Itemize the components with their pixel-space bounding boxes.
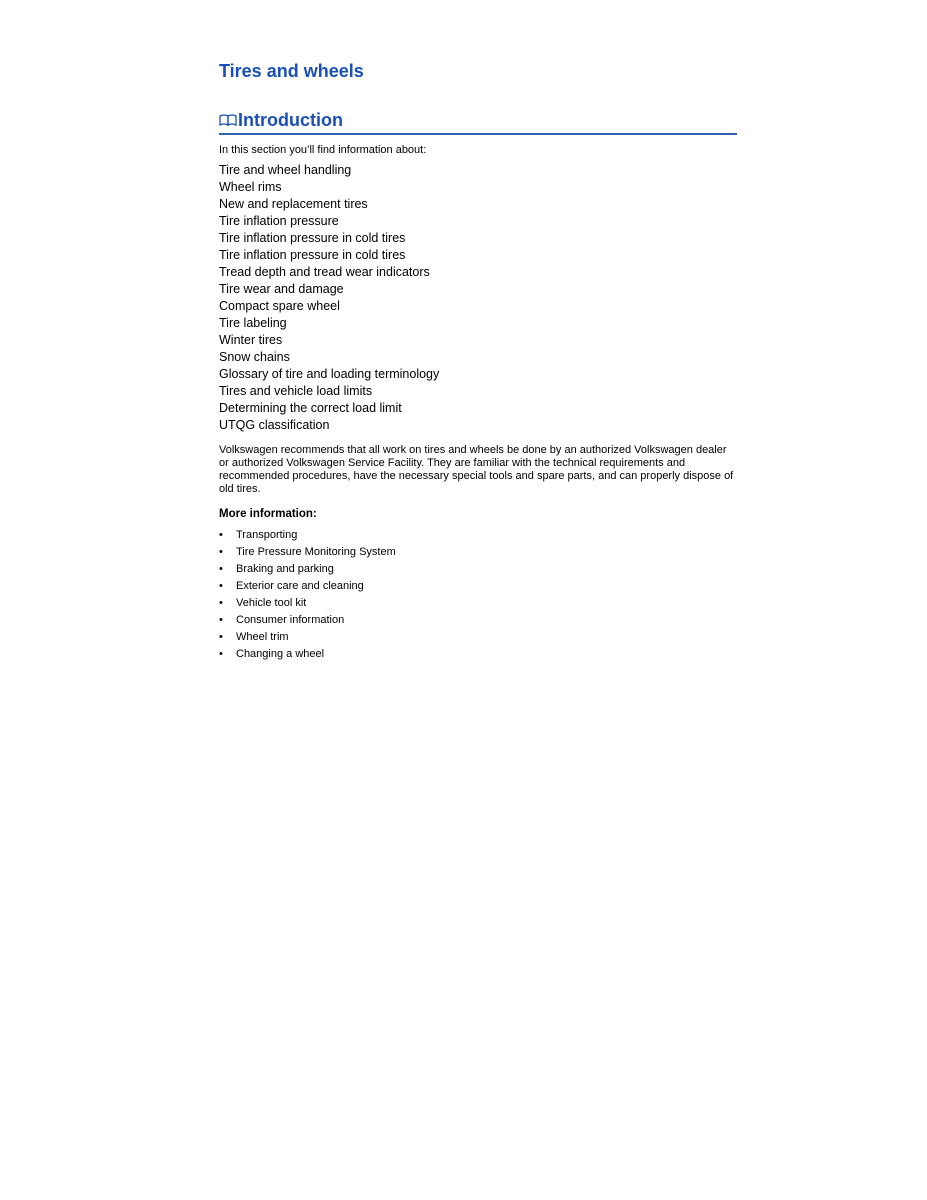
topic-item[interactable]: Tires and vehicle load limits <box>219 384 373 398</box>
topic-item[interactable]: Tire and wheel handling <box>219 163 352 177</box>
more-info-link[interactable]: Tire Pressure Monitoring System <box>236 546 396 558</box>
topic-list <box>219 162 737 434</box>
topic-item[interactable]: Tire inflation pressure in cold tires <box>219 231 406 245</box>
topic-item[interactable]: Tire labeling <box>219 316 287 330</box>
more-info-link[interactable]: Consumer information <box>236 614 345 626</box>
section-title: Introduction <box>238 110 343 130</box>
topic-item[interactable]: Determining the correct load limit <box>219 401 402 415</box>
bullet-icon: • <box>219 631 223 643</box>
bullet-icon: • <box>219 580 223 592</box>
more-info-link[interactable]: Braking and parking <box>236 563 334 575</box>
section-heading <box>219 108 737 135</box>
more-info-link[interactable]: Changing a wheel <box>236 648 325 660</box>
more-info-item[interactable] <box>219 612 737 629</box>
topic-item[interactable]: Wheel rims <box>219 180 282 194</box>
bullet-icon: • <box>219 597 223 609</box>
topic-item[interactable]: New and replacement tires <box>219 197 368 211</box>
topic-item[interactable]: Compact spare wheel <box>219 299 340 313</box>
page-title: Tires and wheels <box>219 61 364 81</box>
more-info-item[interactable] <box>219 646 737 663</box>
more-info-item[interactable] <box>219 561 737 578</box>
recommendation-paragraph: Volkswagen recommends that all work on tires and wheels be done by an authorized Volkswagen dealer or authorized Volkswagen Service Facility. They are familiar with the technical requirements and recommended procedures, have the necessary special tools and spare parts, and can properly dispose of old tires. <box>219 444 734 495</box>
more-info-item[interactable] <box>219 595 737 612</box>
more-info-link[interactable]: Vehicle tool kit <box>236 597 307 609</box>
topic-item[interactable]: Tread depth and tread wear indicators <box>219 265 430 279</box>
topic-item[interactable]: Tire inflation pressure in cold tires <box>219 248 406 262</box>
bullet-icon: • <box>219 546 223 558</box>
more-info-heading: More information: <box>219 508 317 520</box>
more-info-item[interactable] <box>219 527 737 544</box>
more-info-link[interactable]: Wheel trim <box>236 631 289 643</box>
topic-item[interactable]: Tire wear and damage <box>219 282 344 296</box>
bullet-icon: • <box>219 563 223 575</box>
topic-item[interactable]: Winter tires <box>219 333 283 347</box>
intro-text: In this section you’ll find information about: <box>219 144 427 156</box>
bullet-icon: • <box>219 529 223 541</box>
topic-item[interactable]: Tire inflation pressure <box>219 214 339 228</box>
bullet-icon: • <box>219 614 223 626</box>
more-info-item[interactable] <box>219 578 737 595</box>
document-content <box>219 60 737 663</box>
more-info-link[interactable]: Transporting <box>236 529 298 541</box>
bullet-icon: • <box>219 648 223 660</box>
topic-item[interactable]: Snow chains <box>219 350 290 364</box>
more-info-list <box>219 527 737 663</box>
more-info-link[interactable]: Exterior care and cleaning <box>236 580 364 592</box>
more-info-item[interactable] <box>219 544 737 561</box>
topic-item[interactable]: UTQG classification <box>219 418 330 432</box>
topic-item[interactable]: Glossary of tire and loading terminology <box>219 367 440 381</box>
more-info-item[interactable] <box>219 629 737 646</box>
book-icon <box>219 113 237 127</box>
